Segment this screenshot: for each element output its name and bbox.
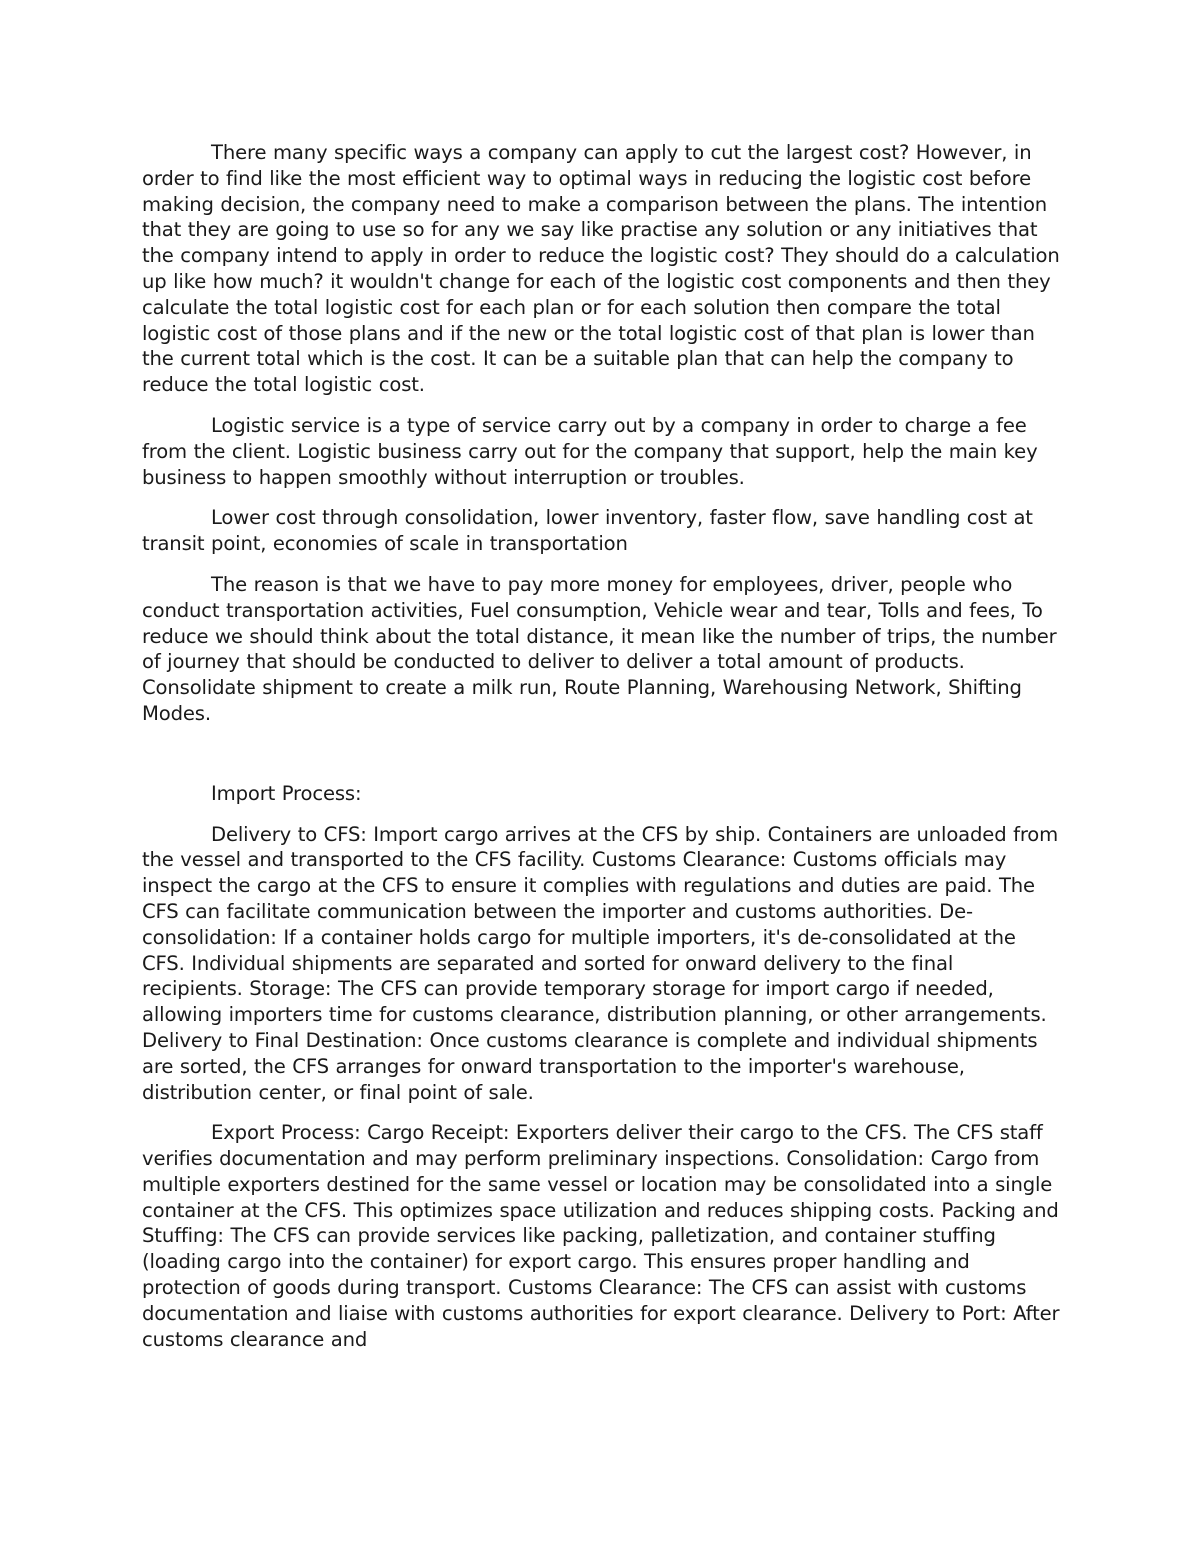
document-page	[142, 140, 1060, 1367]
paragraph-export-process: Export Process: Cargo Receipt: Exporters deliver their cargo to the CFS. The CFS staff verifies documentation and may perform preliminary inspections. Consolidation: Cargo from multiple exporters destined for the same vessel or location may be consolidated into a single container at the CFS. This optimizes space utilization and reduces shipping costs. Packing and Stuffing: The CFS can provide services like packing, palletization, and container stuffing (loading cargo into the container) for export cargo. This ensures proper handling and protection of goods during transport. Customs Clearance: The CFS can assist with customs documentation and liaise with customs authorities for export clearance. Delivery to Port: After customs clearance and	[142, 1121, 1060, 1351]
heading-import-process: Import Process:	[211, 781, 362, 805]
paragraph-transport-costs: The reason is that we have to pay more money for employees, driver, people who conduct transportation activities, Fuel consumption, Vehicle wear and tear, Tolls and fees, To reduce we should think about the total distance, it mean like the number of trips, the number of journey that should be conducted to deliver to deliver a total amount of products. Consolidate shipment to create a milk run, Route Planning, Warehousing Network, Shifting Modes.	[142, 572, 1057, 725]
paragraph-lower-cost: Lower cost through consolidation, lower inventory, faster flow, save handling cost at transit point, economies of scale in transportation	[142, 506, 1033, 556]
paragraph-logistic-service: Logistic service is a type of service carry out by a company in order to charge a fee from the client. Logistic business carry out for the company that support, help the main key business to happen smoothly without interruption or troubles.	[142, 413, 1038, 489]
paragraph-logistic-cost-plans: There many specific ways a company can apply to cut the largest cost? However, in order to find like the most efficient way to optimal ways in reducing the logistic cost before making decision, the company need to make a comparison between the plans. The intention that they are going to use so for any we say like practise any solution or any initiatives that the company intend to apply in order to reduce the logistic cost? They should do a calculation up like how much? it wouldn't change for each of the logistic cost components and then they calculate the total logistic cost for each plan or for each solution then compare the total logistic cost of those plans and if the new or the total logistic cost of that plan is lower than the current total which is the cost. It can be a suitable plan that can help the company to reduce the total logistic cost.	[142, 141, 1060, 397]
paragraph-import-process: Delivery to CFS: Import cargo arrives at the CFS by ship. Containers are unloaded from the vessel and transported to the CFS facility. Customs Clearance: Customs officials may inspect the cargo at the CFS to ensure it complies with regulations and duties are paid. The CFS can facilitate communication between the importer and customs authorities. De-consolidation: If a container holds cargo for multiple importers, it's de-consolidated at the CFS. Individual shipments are separated and sorted for onward delivery to the final recipients. Storage: The CFS can provide temporary storage for import cargo if needed, allowing importers time for customs clearance, distribution planning, or other arrangements. Delivery to Final Destination: Once customs clearance is complete and individual shipments are sorted, the CFS arranges for onward transportation to the importer's warehouse, distribution center, or final point of sale.	[142, 822, 1059, 1104]
